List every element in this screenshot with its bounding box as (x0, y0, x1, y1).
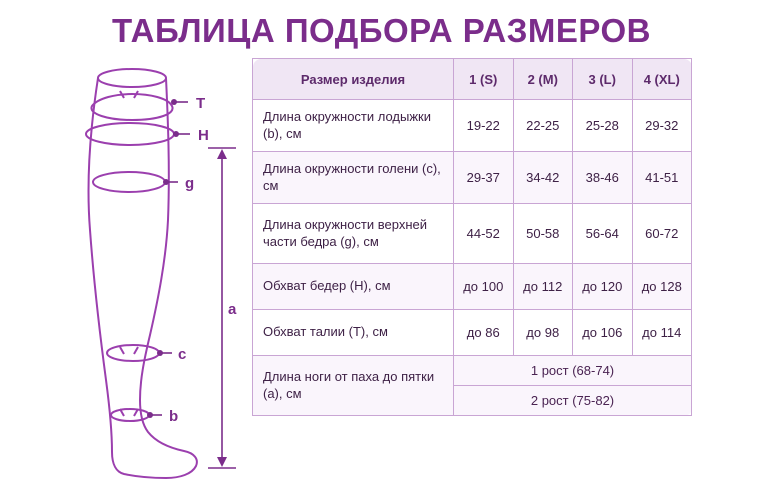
cell-thigh-s: 44-52 (454, 204, 514, 264)
row-label-thigh: Длина окружности верхней части бедра (g), см (253, 204, 454, 264)
diagram-label-c: c (178, 346, 187, 363)
cell-calf-s: 29-37 (454, 152, 514, 204)
table-header (253, 59, 692, 100)
table-row (253, 204, 692, 264)
size-table (252, 58, 692, 416)
cell-height-1: 1 рост (68-74) (454, 356, 692, 386)
cell-waist-s: до 86 (454, 310, 514, 356)
cell-calf-xl: 41-51 (632, 152, 692, 204)
cell-calf-m: 34-42 (513, 152, 573, 204)
table-row (253, 310, 692, 356)
cell-ankle-m: 22-25 (513, 100, 573, 152)
table-row (253, 100, 692, 152)
row-label-calf: Длина окружности голени (c), см (253, 152, 454, 204)
table-body (253, 100, 692, 416)
cell-waist-m: до 98 (513, 310, 573, 356)
table-row (253, 264, 692, 310)
diagram-label-g: g (185, 175, 195, 192)
cell-waist-xl: до 114 (632, 310, 692, 356)
th-size-s: 1 (S) (454, 59, 514, 100)
cell-thigh-l: 56-64 (573, 204, 633, 264)
cell-hips-s: до 100 (454, 264, 514, 310)
diagram-label-b: b (169, 408, 179, 425)
page-title: ТАБЛИЦА ПОДБОРА РАЗМЕРОВ (112, 12, 651, 49)
cell-hips-l: до 120 (573, 264, 633, 310)
row-label-ankle: Длина окружности лодыжки (b), см (253, 100, 454, 152)
row-label-waist: Обхват талии (T), см (253, 310, 454, 356)
cell-ankle-xl: 29-32 (632, 100, 692, 152)
cell-hips-xl: до 128 (632, 264, 692, 310)
table-header-row (253, 59, 692, 100)
diagram-label-T: T (196, 95, 206, 112)
cell-thigh-m: 50-58 (513, 204, 573, 264)
cell-calf-l: 38-46 (573, 152, 633, 204)
size-table-container (252, 58, 692, 416)
th-size-xl: 4 (XL) (632, 59, 692, 100)
th-size-l: 3 (L) (573, 59, 633, 100)
table-row (253, 356, 692, 386)
cell-height-2: 2 рост (75-82) (454, 386, 692, 416)
cell-waist-l: до 106 (573, 310, 633, 356)
th-product-size: Размер изделия (253, 59, 454, 100)
diagram-label-a: a (228, 301, 237, 318)
leg-diagram (20, 60, 255, 485)
cell-ankle-l: 25-28 (573, 100, 633, 152)
row-label-leg-length: Длина ноги от паха до пятки (a), см (253, 356, 454, 416)
th-size-m: 2 (M) (513, 59, 573, 100)
cell-ankle-s: 19-22 (454, 100, 514, 152)
row-label-hips: Обхват бедер (H), см (253, 264, 454, 310)
diagram-label-H: H (198, 127, 209, 144)
cell-hips-m: до 112 (513, 264, 573, 310)
cell-thigh-xl: 60-72 (632, 204, 692, 264)
table-row (253, 152, 692, 204)
